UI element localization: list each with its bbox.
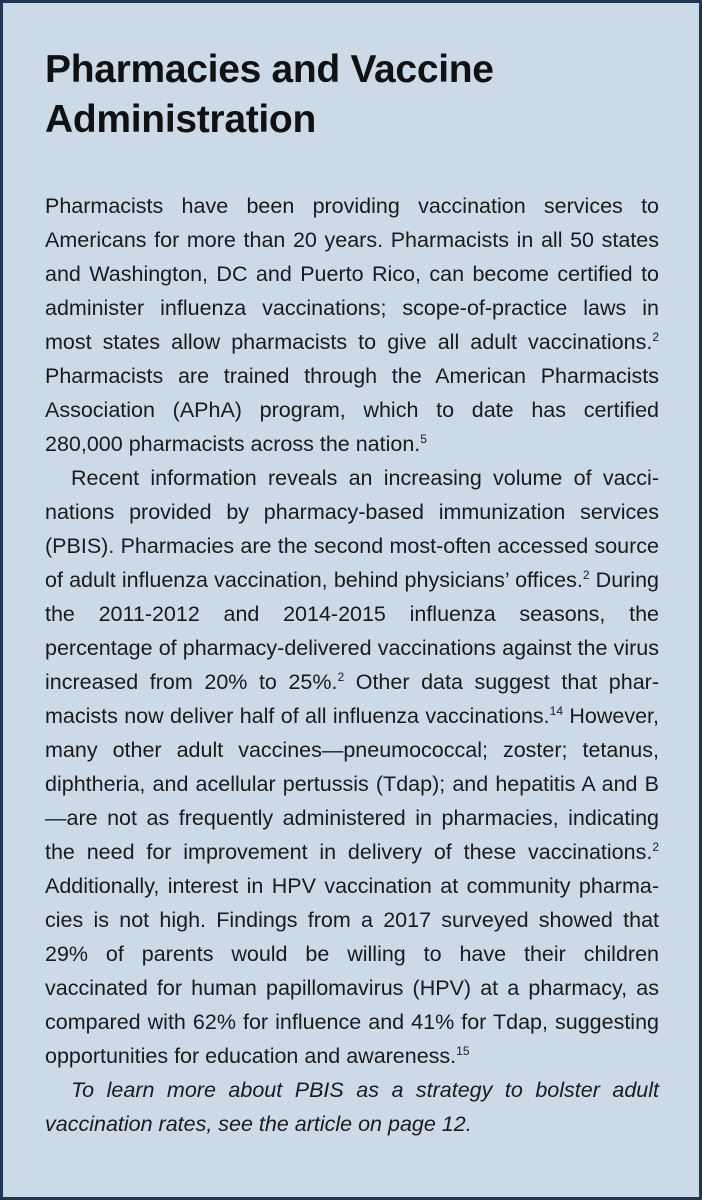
citation-marker: 2 bbox=[652, 329, 659, 344]
citation-marker: 14 bbox=[549, 703, 563, 718]
paragraph-trends bbox=[45, 461, 659, 1073]
citation-marker: 2 bbox=[652, 839, 659, 854]
citation-marker: 15 bbox=[456, 1043, 470, 1058]
box-body bbox=[45, 189, 659, 1141]
text-run: Pharmacists are trained through the American Pharmacists Association (APhA) program, which to date has certified 280,000 pharmacists across the nation. bbox=[45, 364, 659, 456]
text-run: Pharmacists have been providing vaccination services to Americans for more than 20 years. Pharmacists in all 50 states and Washington, DC and Puerto Rico, can become certified to administer influenza vaccinations; scope-of-practice laws in most states allow pharmacists to give all adult vaccinations. bbox=[45, 194, 659, 354]
citation-marker: 2 bbox=[582, 567, 590, 582]
text-run: Other data suggest that pharmacists now deliver half of all influenza vaccinations. bbox=[45, 670, 659, 728]
box-title: Pharmacies and Vaccine Administration bbox=[45, 48, 494, 141]
citation-marker: 2 bbox=[337, 669, 345, 684]
paragraph-learn-more bbox=[45, 1073, 659, 1141]
paragraph-intro bbox=[45, 189, 659, 461]
text-run: Additionally, interest in HPV vaccination at community pharmacies is not high. Findings from a 2017 surveyed showed that 29% of parents would be willing to have their children vaccinated for human papillomavirus (HPV) at a pharmacy, as compared with 62% for influence and 41% for Tdap, suggesting opportunities for education and awareness. bbox=[45, 874, 659, 1068]
text-run: However, many other adult vaccines—pneumococcal; zoster; tetanus, diphtheria, and acellular pertussis (Tdap); and hepatitis A and B—are not as frequently administered in pharmacies, indicating the need for improvement in delivery of these vaccinations. bbox=[45, 704, 659, 864]
text-run: During the 2011-2012 and 2014-2015 influenza seasons, the percentage of pharmacy-delivered vaccinations against the virus increased from 20% to 25%. bbox=[45, 568, 660, 694]
text-run: Recent information reveals an increasing volume of vaccinations provided by pharmacy-based immunization services (PBIS). Pharmacies are the second most-often accessed source of adult influenza vaccination, behind physicians’ offices. bbox=[45, 466, 659, 592]
text-run: To learn more about PBIS as a strategy to bolster adult vaccination rates, see the article on page 12. bbox=[45, 1078, 659, 1136]
citation-marker: 5 bbox=[420, 431, 427, 446]
